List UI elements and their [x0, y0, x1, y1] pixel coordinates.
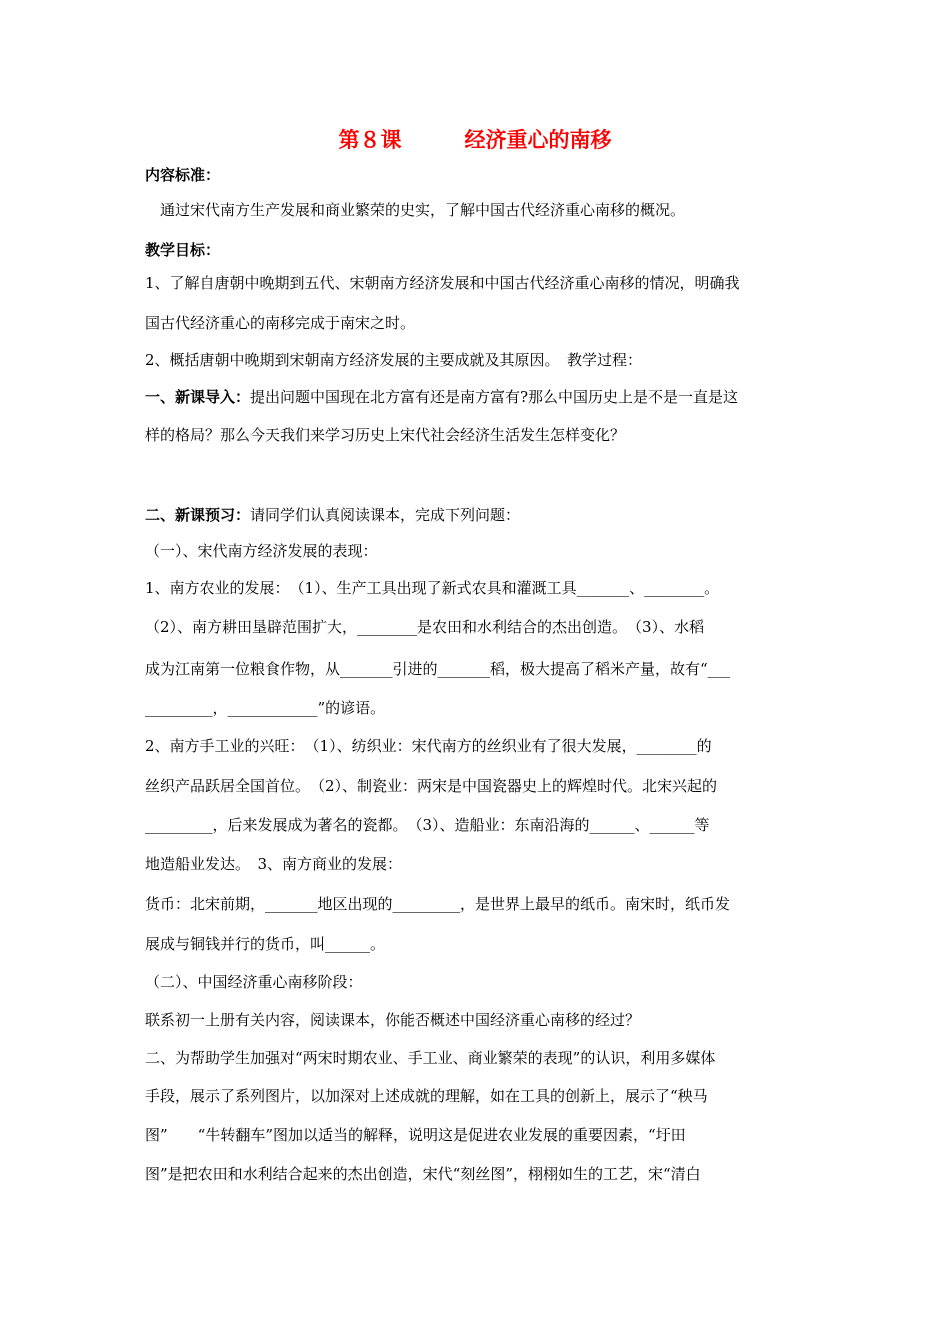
- text-line: [145, 1086, 708, 1106]
- line-text: 图” “牛转翻车”图加以适当的解释，说明这是促进农业发展的重要因素，“圩田: [145, 1126, 686, 1144]
- text-line: [145, 165, 220, 185]
- line-text: _________，后来发展成为著名的瓷都。 （3）、造船业：东南沿海的______、______等: [145, 816, 710, 834]
- line-text: 丝织产品跃居全国首位。 （2）、制瓷业：两宋是中国瓷器史上的辉煌时代。北宋兴起的: [145, 777, 718, 795]
- text-line: [145, 425, 625, 445]
- text-line: [145, 1048, 715, 1068]
- text-line: [145, 273, 740, 293]
- text-line: [145, 617, 704, 637]
- text-line: [145, 972, 363, 992]
- text-line: [145, 854, 402, 874]
- section-heading: 二、新课预习：: [145, 506, 251, 524]
- text-line: [145, 240, 220, 260]
- line-text: _________，____________”的谚语。: [145, 699, 386, 717]
- line-text: （二）、中国经济重心南移阶段：: [145, 973, 363, 991]
- line-text: 联系初一上册有关内容，阅读课本，你能否概述中国经济重心南移的经过？: [145, 1011, 641, 1029]
- line-text: 1、了解自唐朝中晚期到五代、宋朝南方经济发展和中国古代经济重心南移的情况，明确我: [145, 274, 740, 292]
- line-text: 通过宋代南方生产发展和商业繁荣的史实，了解中国古代经济重心南移的概况。: [145, 201, 686, 219]
- line-text: 成为江南第一位粮食作物，从_______引进的_______稻，极大提高了稻米产量，故有“___: [145, 660, 731, 678]
- text-line: [145, 541, 378, 561]
- line-text: 请同学们认真阅读课本，完成下列问题：: [250, 506, 521, 524]
- line-text: 国古代经济重心的南移完成于南宋之时。: [145, 314, 416, 332]
- text-line: [145, 1164, 701, 1184]
- line-text: （2）、南方耕田垦辟范围扩大，________是农田和水利结合的杰出创造。 （3）、水稻: [145, 618, 705, 636]
- text-line: [145, 313, 415, 333]
- text-line: [145, 1125, 686, 1145]
- text-line: [145, 659, 730, 679]
- line-text: 1、南方农业的发展： （1）、生产工具出现了新式农具和灌溉工具_______、________。: [145, 579, 720, 597]
- section-heading: 一、新课导入：: [145, 388, 251, 406]
- line-text: 展成与铜钱并行的货币，叫______。: [145, 935, 386, 953]
- line-text: （一）、宋代南方经济发展的表现：: [145, 542, 378, 560]
- section-heading: 教学目标：: [145, 241, 221, 259]
- lesson-title: 第８课 经济重心的南移: [338, 128, 612, 152]
- text-line: [145, 505, 520, 525]
- text-line: [145, 387, 738, 407]
- text-line: [145, 698, 385, 718]
- text-line: [145, 1010, 640, 1030]
- line-text: 提出问题中国现在北方富有还是南方富有?那么中国历史上是不是一直是这: [250, 388, 739, 406]
- line-text: 手段，展示了系列图片，以加深对上述成就的理解，如在工具的创新上，展示了“秧马: [145, 1087, 708, 1105]
- text-line: [145, 736, 712, 756]
- text-line: [145, 200, 685, 220]
- text-line: [145, 894, 730, 914]
- section-heading: 内容标准：: [145, 166, 221, 184]
- line-text: 地造船业发达。 3、南方商业的发展：: [145, 855, 403, 873]
- line-text: 样的格局？那么今天我们来学习历史上宋代社会经济生活发生怎样变化？: [145, 426, 626, 444]
- line-text: 2、南方手工业的兴旺： （1）、纺织业：宋代南方的丝织业有了很大发展，________的: [145, 737, 712, 755]
- text-line: [145, 776, 717, 796]
- text-line: [145, 578, 719, 598]
- text-line: [145, 934, 385, 954]
- text-line: [145, 815, 710, 835]
- text-line: [145, 350, 642, 370]
- line-text: 图”是把农田和水利结合起来的杰出创造，宋代“刻丝图”，栩栩如生的工艺，宋“清白: [145, 1165, 701, 1183]
- line-text: 货币：北宋前期，_______地区出现的_________，是世界上最早的纸币。南宋时，纸币发: [145, 895, 731, 913]
- line-text: 二、为帮助学生加强对“两宋时期农业、手工业、商业繁荣的表现”的认识，利用多媒体: [145, 1049, 716, 1067]
- line-text: 2、概括唐朝中晚期到宋朝南方经济发展的主要成就及其原因。 教学过程：: [145, 351, 643, 369]
